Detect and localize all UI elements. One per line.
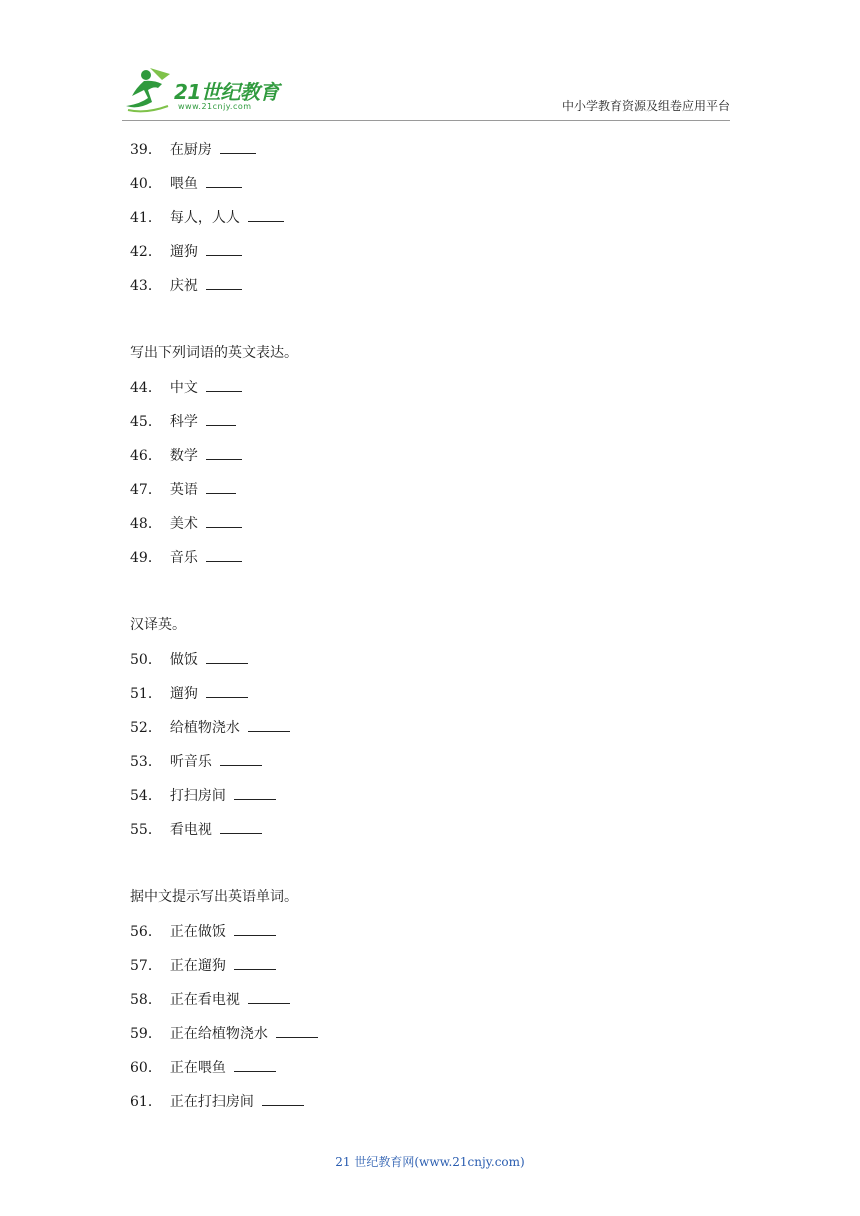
question-item — [130, 511, 730, 545]
question-section — [130, 341, 730, 579]
question-text: 遛狗 — [169, 686, 198, 702]
question-number: 43． — [130, 278, 162, 294]
question-text: 做饭 — [169, 652, 198, 668]
answer-blank[interactable] — [206, 547, 242, 562]
answer-blank[interactable] — [206, 241, 242, 256]
answer-blank[interactable] — [206, 377, 242, 392]
answer-blank[interactable] — [206, 649, 248, 664]
question-item — [130, 749, 730, 783]
question-text: 每人，人人 — [169, 210, 240, 226]
answer-blank[interactable] — [220, 751, 262, 766]
question-item — [130, 1021, 730, 1055]
question-number: 44． — [130, 380, 162, 396]
question-text: 正在遛狗 — [169, 958, 226, 974]
question-text: 英语 — [169, 482, 198, 498]
question-text: 音乐 — [169, 550, 198, 566]
section-instruction: 据中文提示写出英语单词。 — [130, 889, 298, 905]
question-text: 中文 — [169, 380, 198, 396]
question-number: 49． — [130, 550, 162, 566]
answer-blank[interactable] — [206, 683, 248, 698]
question-text: 科学 — [169, 414, 198, 430]
section-instruction: 写出下列词语的英文表达。 — [130, 345, 298, 361]
question-text: 正在给植物浇水 — [169, 1026, 268, 1042]
question-item — [130, 545, 730, 579]
question-section — [130, 885, 730, 1123]
question-number: 60． — [130, 1060, 162, 1076]
answer-blank[interactable] — [234, 785, 276, 800]
question-item — [130, 239, 730, 273]
answer-blank[interactable] — [262, 1091, 304, 1106]
question-item — [130, 375, 730, 409]
header-divider — [122, 120, 730, 121]
question-item — [130, 205, 730, 239]
question-item — [130, 443, 730, 477]
question-section — [130, 137, 730, 307]
question-number: 51． — [130, 686, 162, 702]
question-text: 数学 — [169, 448, 198, 464]
section-spacer — [130, 579, 730, 613]
question-text: 在厨房 — [169, 142, 212, 158]
page-header — [0, 0, 860, 130]
question-text: 正在看电视 — [169, 992, 240, 1008]
question-item — [130, 953, 730, 987]
question-text: 给植物浇水 — [169, 720, 240, 736]
question-number: 52． — [130, 720, 162, 736]
question-text: 美术 — [169, 516, 198, 532]
question-item — [130, 647, 730, 681]
section-spacer — [130, 851, 730, 885]
answer-blank[interactable] — [220, 819, 262, 834]
question-text: 打扫房间 — [169, 788, 226, 804]
answer-blank[interactable] — [206, 445, 242, 460]
question-number: 47． — [130, 482, 162, 498]
question-item — [130, 817, 730, 851]
question-number: 40． — [130, 176, 162, 192]
question-number: 59． — [130, 1026, 162, 1042]
question-number: 61． — [130, 1094, 162, 1110]
answer-blank[interactable] — [206, 479, 236, 494]
question-number: 39． — [130, 142, 162, 158]
answer-blank[interactable] — [248, 717, 290, 732]
answer-blank[interactable] — [206, 411, 236, 426]
answer-blank[interactable] — [234, 955, 276, 970]
logo-text: 21世纪教育 — [174, 80, 279, 104]
page-footer[interactable]: 21 世纪教育网(www.21cnjy.com) — [335, 1155, 525, 1169]
question-number: 57． — [130, 958, 162, 974]
section-instruction: 汉译英。 — [130, 617, 186, 633]
question-number: 42． — [130, 244, 162, 260]
site-logo — [122, 66, 292, 116]
question-item — [130, 171, 730, 205]
question-number: 53． — [130, 754, 162, 770]
answer-blank[interactable] — [248, 989, 290, 1004]
section-spacer — [130, 307, 730, 341]
question-number: 46． — [130, 448, 162, 464]
question-number: 58． — [130, 992, 162, 1008]
question-item — [130, 783, 730, 817]
answer-blank[interactable] — [206, 173, 242, 188]
question-number: 45． — [130, 414, 162, 430]
question-text: 看电视 — [169, 822, 212, 838]
question-item — [130, 919, 730, 953]
question-item — [130, 137, 730, 171]
question-number: 41． — [130, 210, 162, 226]
question-text: 正在做饭 — [169, 924, 226, 940]
logo-url: www.21cnjy.com — [178, 102, 252, 111]
question-number: 50． — [130, 652, 162, 668]
header-tagline: 中小学教育资源及组卷应用平台 — [561, 99, 730, 113]
question-number: 55． — [130, 822, 162, 838]
question-number: 54． — [130, 788, 162, 804]
answer-blank[interactable] — [234, 1057, 276, 1072]
question-text: 正在喂鱼 — [169, 1060, 226, 1076]
question-text: 正在打扫房间 — [169, 1094, 254, 1110]
question-text: 喂鱼 — [169, 176, 198, 192]
question-number: 48． — [130, 516, 162, 532]
question-item — [130, 1089, 730, 1123]
runner-icon — [122, 66, 174, 114]
question-item — [130, 409, 730, 443]
answer-blank[interactable] — [276, 1023, 318, 1038]
answer-blank[interactable] — [234, 921, 276, 936]
answer-blank[interactable] — [220, 139, 256, 154]
question-item — [130, 273, 730, 307]
question-text: 听音乐 — [169, 754, 212, 770]
answer-blank[interactable] — [206, 513, 242, 528]
question-item — [130, 477, 730, 511]
worksheet-content — [130, 137, 730, 1123]
question-item — [130, 987, 730, 1021]
question-text: 庆祝 — [169, 278, 198, 294]
question-number: 56． — [130, 924, 162, 940]
question-item — [130, 715, 730, 749]
question-text: 遛狗 — [169, 244, 198, 260]
question-item — [130, 1055, 730, 1089]
answer-blank[interactable] — [206, 275, 242, 290]
answer-blank[interactable] — [248, 207, 284, 222]
question-section — [130, 613, 730, 851]
question-item — [130, 681, 730, 715]
